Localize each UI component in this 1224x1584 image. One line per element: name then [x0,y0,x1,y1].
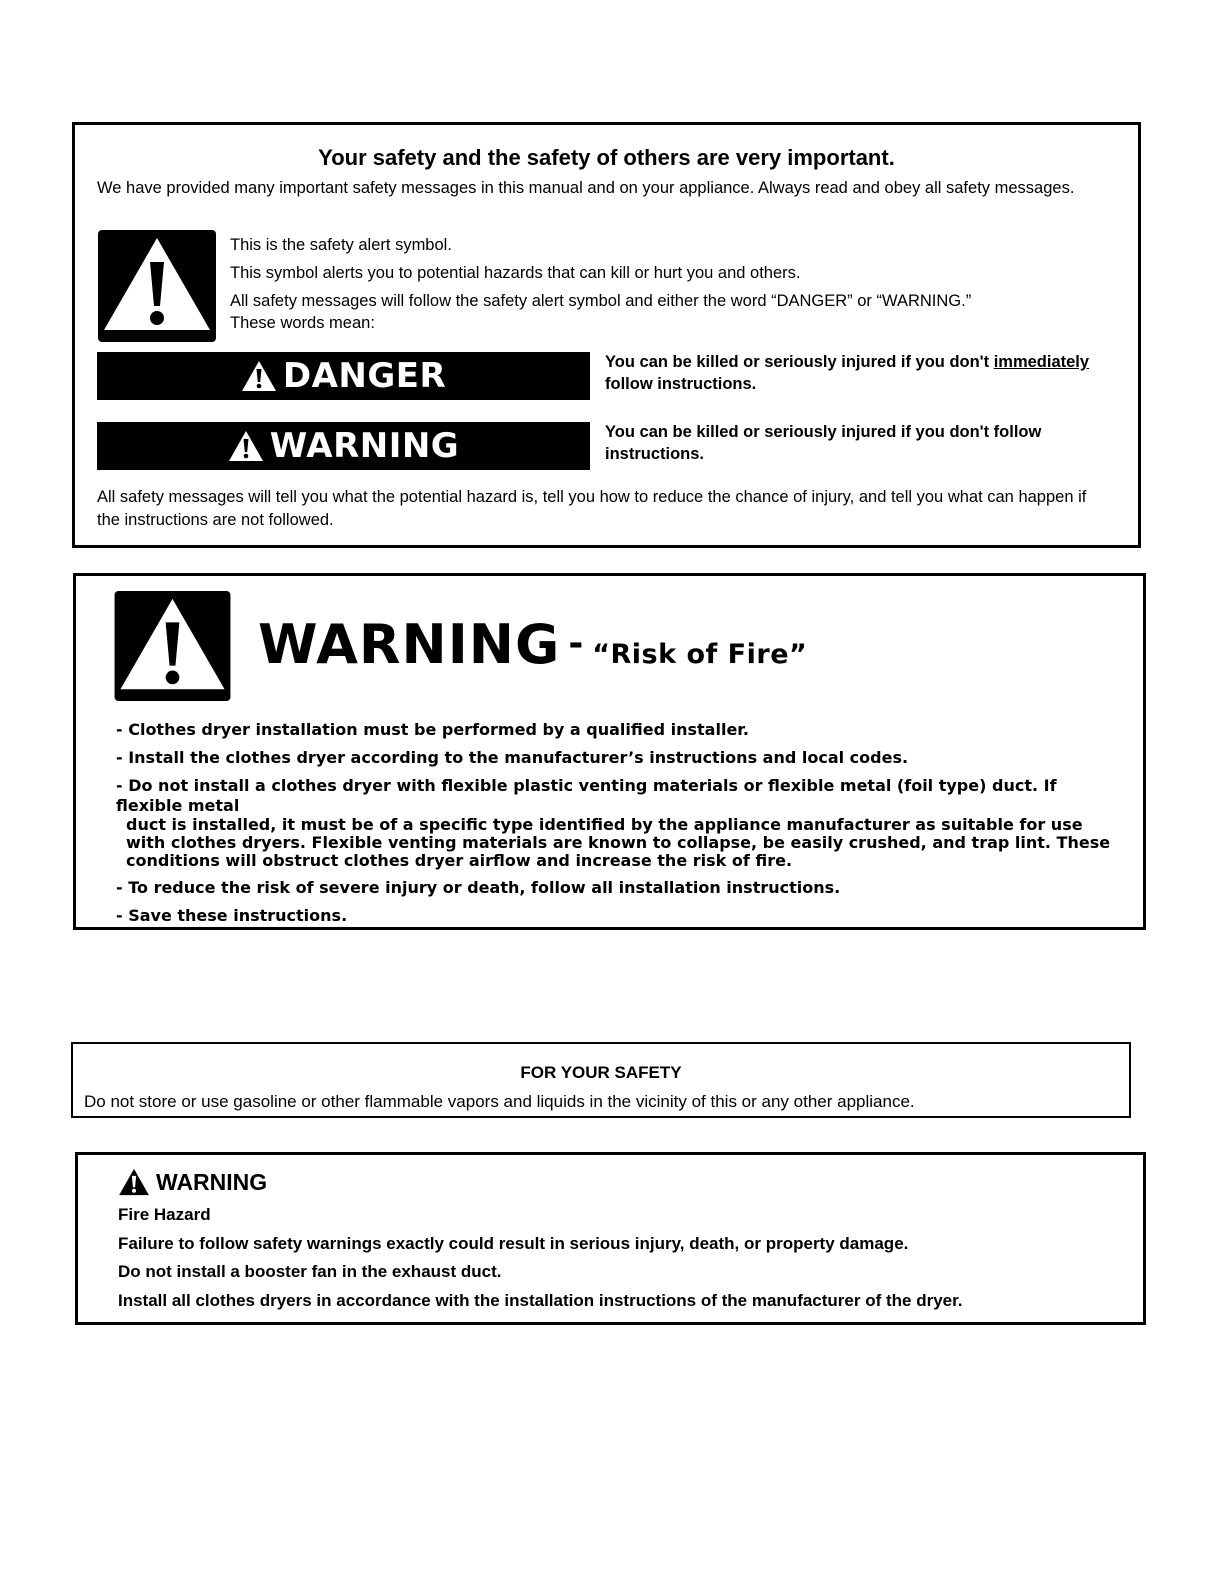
fire-warning-heading [258,614,807,685]
warning-meaning: You can be killed or seriously injured if you don't follow instructions. [605,423,1042,463]
list-item-text: - Do not install a clothes dryer with flexible plastic venting materials or flexible metal (foil type) duct. If flexible metal [116,776,1057,815]
safety-intro-title: Your safety and the safety of others are very important. [318,145,895,170]
list-item-continuation: duct is installed, it must be of a specific type identified by the appliance manufacturer as suitable for use with clothes dryers. Flexible venting materials are known to collapse, be easily crushed, and trap lint. These conditions will obstruct clothes dryer airflow and increase the risk of fire. [126,815,1111,870]
fire-warning-list [116,720,1123,934]
safety-intro-footer: All safety messages will tell you what the potential hazard is, tell you how to reduce the chance of injury, and tell you what can happen if the instructions are not followed. [97,488,1087,529]
fire-warning-dash: - [568,623,585,664]
safety-intro-text: We have provided many important safety messages in this manual and on your appliance. Always read and obey all safety messages. [97,179,1075,197]
fire-warning-subtitle: “Risk of Fire” [592,639,808,670]
warning-banner [97,422,590,470]
list-item [116,720,1123,740]
danger-meaning-text: You can be killed or seriously injured if you don't [605,353,994,371]
list-item [116,906,1123,926]
fire-warning-title: WARNING [258,613,561,676]
fire-hazard-header [118,1168,267,1196]
for-your-safety-text: Do not store or use gasoline or other flammable vapors and liquids in the vicinity of this or any other appliance. [84,1092,915,1111]
fire-hazard-line: Do not install a booster fan in the exhaust duct. [118,1262,502,1281]
symbol-line: These words mean: [230,314,375,332]
fire-hazard-lines [118,1205,963,1319]
fire-hazard-line: Install all clothes dryers in accordance with the installation instructions of the manufacturer of the dryer. [118,1290,963,1310]
fire-hazard-line: Failure to follow safety warnings exactly could result in serious injury, death, or property damage. [118,1233,909,1253]
list-item [116,878,1123,898]
fire-hazard-box [75,1152,1146,1325]
list-item-text: - Save these instructions. [116,906,348,925]
fire-warning-box [73,573,1146,930]
safety-alert-icon [114,591,231,701]
list-item-text: - Install the clothes dryer according to the manufacturer’s instructions and local codes. [116,748,909,767]
danger-meaning [605,351,1130,395]
danger-meaning-emphasis: immediately [993,353,1090,371]
list-item-text: - Clothes dryer installation must be performed by a qualified installer. [116,720,749,739]
fire-hazard-title: WARNING [156,1168,268,1195]
alert-triangle-icon [241,360,277,392]
list-item [116,748,1123,768]
symbol-line: All safety messages will follow the safety alert symbol and either the word “DANGER” or “WARNING.” [230,292,972,310]
fire-hazard-line: Fire Hazard [118,1205,211,1224]
for-your-safety-box [71,1042,1131,1118]
symbol-line: This is the safety alert symbol. [230,236,452,254]
alert-triangle-icon [118,1168,150,1196]
symbol-line: This symbol alerts you to potential hazards that can kill or hurt you and others. [230,264,801,282]
safety-alert-icon [98,230,216,342]
alert-triangle-icon [228,430,264,462]
safety-intro-box [72,122,1141,548]
warning-label: WARNING [269,426,460,466]
for-your-safety-heading: FOR YOUR SAFETY [520,1063,682,1082]
list-item-text: - To reduce the risk of severe injury or death, follow all installation instructions. [116,878,841,897]
danger-meaning-text: follow instructions. [605,375,757,393]
list-item [116,776,1123,870]
symbol-explanation [230,235,971,333]
danger-banner [97,352,590,400]
danger-label: DANGER [282,356,447,396]
